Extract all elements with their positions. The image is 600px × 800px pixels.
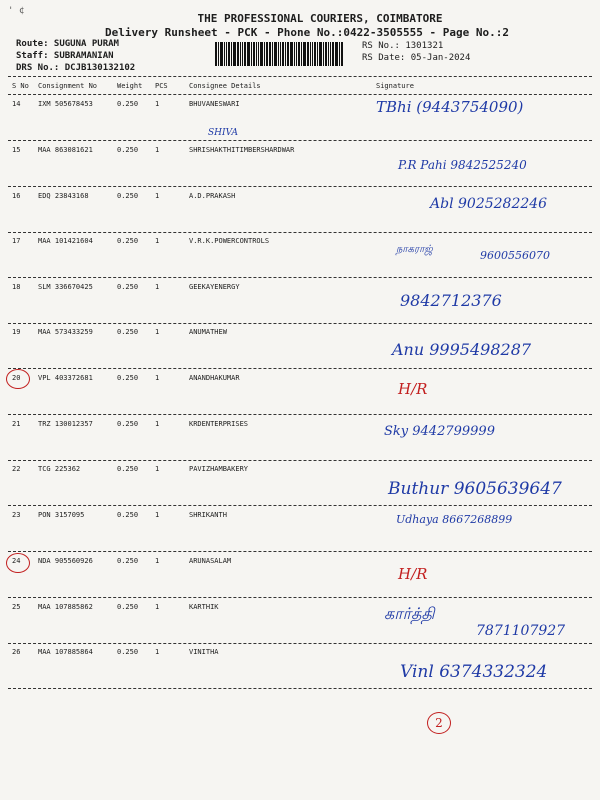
barcode-bar: [231, 42, 232, 66]
cell-sno: 15: [12, 146, 21, 154]
handwritten-note: SHIVA: [208, 128, 238, 138]
col-consignment: Consignment No: [38, 82, 98, 90]
barcode-bar: [339, 42, 340, 66]
cell-sno: 17: [12, 237, 21, 245]
barcode-bar: [330, 42, 331, 66]
cell-consignee: KRDENTERPRISES: [189, 420, 249, 428]
row-separator: [8, 140, 592, 141]
cell-pcs: 1: [155, 283, 160, 291]
cell-consignee: V.R.K.POWERCONTROLS: [189, 237, 270, 245]
cell-pcs: 1: [155, 192, 160, 200]
row-separator: [8, 643, 592, 644]
signature: Abl 9025282246: [430, 196, 548, 212]
barcode-bar: [260, 42, 263, 66]
barcode-bar: [303, 42, 306, 66]
row-separator: [8, 414, 592, 415]
barcode-bar: [301, 42, 302, 66]
barcode-bar: [251, 42, 252, 66]
cell-pcs: 1: [155, 511, 160, 519]
cell-sno: 26: [12, 648, 21, 656]
barcode-bar: [258, 42, 259, 66]
cell-weight: 0.250: [117, 237, 139, 245]
barcode-bar: [264, 42, 265, 66]
cell-consignee: BHUVANESWARI: [189, 100, 240, 108]
barcode-bar: [341, 42, 343, 66]
barcode-bar: [332, 42, 334, 66]
barcode-bar: [335, 42, 338, 66]
table-row: [0, 603, 600, 617]
cell-consignment: MAA 107885864: [38, 648, 93, 656]
barcode-bar: [228, 42, 230, 66]
rs-date: RS Date: 05-Jan-2024: [362, 53, 471, 63]
barcode: [215, 42, 353, 66]
header-rule: [8, 94, 592, 95]
signature: 7871107927: [476, 623, 566, 639]
signature: H/R: [398, 565, 428, 583]
cell-pcs: 1: [155, 146, 160, 154]
cell-consignee: PAVIZHAMBAKERY: [189, 465, 249, 473]
cell-consignment: IXM 505678453: [38, 100, 93, 108]
cell-consignee: ANANDHAKUMAR: [189, 374, 240, 382]
route: Route: SUGUNA PURAM: [16, 39, 119, 49]
row-separator: [8, 460, 592, 461]
barcode-bar: [325, 42, 327, 66]
col-sno: S No: [12, 82, 29, 90]
cell-consignment: NDA 905560926: [38, 557, 93, 565]
cell-sno: 23: [12, 511, 21, 519]
cell-pcs: 1: [155, 374, 160, 382]
signature: 9842712376: [400, 291, 502, 310]
col-weight: Weight: [117, 82, 143, 90]
signature: Vinl 6374332324: [400, 662, 548, 682]
cell-sno: 25: [12, 603, 21, 611]
cell-pcs: 1: [155, 465, 160, 473]
signature: Udhaya 8667268899: [396, 513, 513, 526]
cell-weight: 0.250: [117, 603, 139, 611]
cell-weight: 0.250: [117, 557, 139, 565]
barcode-bar: [220, 42, 223, 66]
barcode-bar: [314, 42, 316, 66]
cell-sno: 16: [12, 192, 21, 200]
signature: P.R Pahi 9842525240: [398, 158, 527, 172]
barcode-bar: [294, 42, 295, 66]
table-row: [0, 465, 600, 479]
cell-consignee: SHRISHAKTHITIMBERSHARDWAR: [189, 146, 295, 154]
red-circle-mark: [6, 553, 30, 573]
barcode-bar: [298, 42, 300, 66]
table-header: [0, 82, 600, 94]
row-separator: [8, 688, 592, 689]
table-row: [0, 283, 600, 297]
barcode-bar: [317, 42, 318, 66]
signature: 9600556070: [480, 249, 550, 262]
barcode-bar: [285, 42, 286, 66]
barcode-bar: [240, 42, 241, 66]
runsheet-title: Delivery Runsheet - PCK - Phone No.:0422-3505555 - Page No.:2: [105, 26, 509, 39]
barcode-bar: [287, 42, 289, 66]
row-separator: [8, 597, 592, 598]
signature: Anu 9995498287: [392, 340, 532, 359]
cell-pcs: 1: [155, 100, 160, 108]
barcode-bar: [215, 42, 217, 66]
table-row: [0, 420, 600, 434]
cell-consignment: MAA 107885862: [38, 603, 93, 611]
barcode-bar: [226, 42, 227, 66]
row-separator: [8, 232, 592, 233]
barcode-bar: [253, 42, 255, 66]
cell-consignment: TCG 225362: [38, 465, 81, 473]
barcode-bar: [224, 42, 225, 66]
corner-marks: ' ¢: [8, 6, 25, 16]
barcode-bar: [244, 42, 246, 66]
signature: Sky 9442799999: [384, 424, 495, 439]
cell-consignment: TRZ 130012357: [38, 420, 93, 428]
cell-consignee: GEEKAYENERGY: [189, 283, 240, 291]
drs-number: DRS No.: DCJB130132102: [16, 63, 136, 73]
row-separator: [8, 368, 592, 369]
table-row: [0, 374, 600, 388]
cell-weight: 0.250: [117, 192, 139, 200]
barcode-bar: [247, 42, 250, 66]
cell-consignment: SLM 336670425: [38, 283, 93, 291]
barcode-bar: [280, 42, 281, 66]
barcode-bar: [256, 42, 257, 66]
cell-consignee: KARTHIK: [189, 603, 219, 611]
cell-weight: 0.250: [117, 374, 139, 382]
runsheet-meta-left: [16, 38, 135, 74]
cell-weight: 0.250: [117, 511, 139, 519]
runsheet-meta-right: [362, 40, 470, 64]
cell-weight: 0.250: [117, 328, 139, 336]
barcode-bar: [319, 42, 322, 66]
cell-pcs: 1: [155, 648, 160, 656]
barcode-bar: [218, 42, 219, 66]
signature: TBhi (9443754090): [376, 98, 524, 116]
barcode-bar: [237, 42, 239, 66]
barcode-bar: [323, 42, 324, 66]
header-rule: [8, 76, 592, 77]
cell-consignment: EDQ 23843168: [38, 192, 89, 200]
cell-consignment: MAA 101421604: [38, 237, 93, 245]
cell-consignee: SHRIKANTH: [189, 511, 227, 519]
cell-consignee: ANUMATHEW: [189, 328, 227, 336]
cell-weight: 0.250: [117, 465, 139, 473]
cell-sno: 20: [12, 374, 21, 382]
cell-consignment: VPL 403372681: [38, 374, 93, 382]
cell-consignment: PON 3157095: [38, 511, 85, 519]
cell-consignee: A.D.PRAKASH: [189, 192, 236, 200]
row-separator: [8, 551, 592, 552]
barcode-bar: [269, 42, 271, 66]
cell-sno: 21: [12, 420, 21, 428]
cell-pcs: 1: [155, 557, 160, 565]
cell-sno: 22: [12, 465, 21, 473]
cell-sno: 24: [12, 557, 21, 565]
staff: Staff: SUBRAMANIAN: [16, 51, 114, 61]
cell-weight: 0.250: [117, 648, 139, 656]
table-row: [0, 557, 600, 571]
barcode-bar: [233, 42, 236, 66]
col-pcs: PCS: [155, 82, 168, 90]
row-separator: [8, 505, 592, 506]
signature: H/R: [398, 380, 428, 398]
barcode-bar: [328, 42, 329, 66]
rs-number: RS No.: 1301321: [362, 41, 444, 51]
barcode-bar: [282, 42, 284, 66]
red-circle-mark: [6, 369, 30, 389]
table-row: [0, 648, 600, 662]
handwritten-note: கார்த்தி: [384, 604, 435, 623]
barcode-bar: [278, 42, 279, 66]
barcode-bar: [290, 42, 293, 66]
col-signature: Signature: [376, 82, 414, 90]
barcode-bar: [242, 42, 243, 66]
cell-pcs: 1: [155, 328, 160, 336]
cell-pcs: 1: [155, 420, 160, 428]
row-separator: [8, 323, 592, 324]
cell-sno: 18: [12, 283, 21, 291]
company-name: THE PROFESSIONAL COURIERS, COIMBATORE: [197, 12, 443, 25]
cell-weight: 0.250: [117, 283, 139, 291]
row-separator: [8, 186, 592, 187]
barcode-bar: [312, 42, 313, 66]
cell-pcs: 1: [155, 603, 160, 611]
col-consignee: Consignee Details: [189, 82, 261, 90]
cell-consignment: MAA 863081621: [38, 146, 93, 154]
signature: Buthur 9605639647: [388, 479, 562, 499]
barcode-bar: [307, 42, 309, 66]
page-number-mark: 2: [427, 712, 451, 734]
cell-consignment: MAA 573433259: [38, 328, 93, 336]
cell-sno: 14: [12, 100, 21, 108]
row-separator: [8, 277, 592, 278]
cell-consignee: VINITHA: [189, 648, 219, 656]
cell-weight: 0.250: [117, 146, 139, 154]
barcode-bar: [296, 42, 297, 66]
barcode-bar: [272, 42, 273, 66]
cell-weight: 0.250: [117, 420, 139, 428]
cell-weight: 0.250: [117, 100, 139, 108]
cell-pcs: 1: [155, 237, 160, 245]
cell-sno: 19: [12, 328, 21, 336]
barcode-bar: [266, 42, 268, 66]
barcode-bar: [274, 42, 277, 66]
handwritten-note: நாகராஜ்: [396, 244, 433, 255]
barcode-bar: [310, 42, 311, 66]
cell-consignee: ARUNASALAM: [189, 557, 232, 565]
